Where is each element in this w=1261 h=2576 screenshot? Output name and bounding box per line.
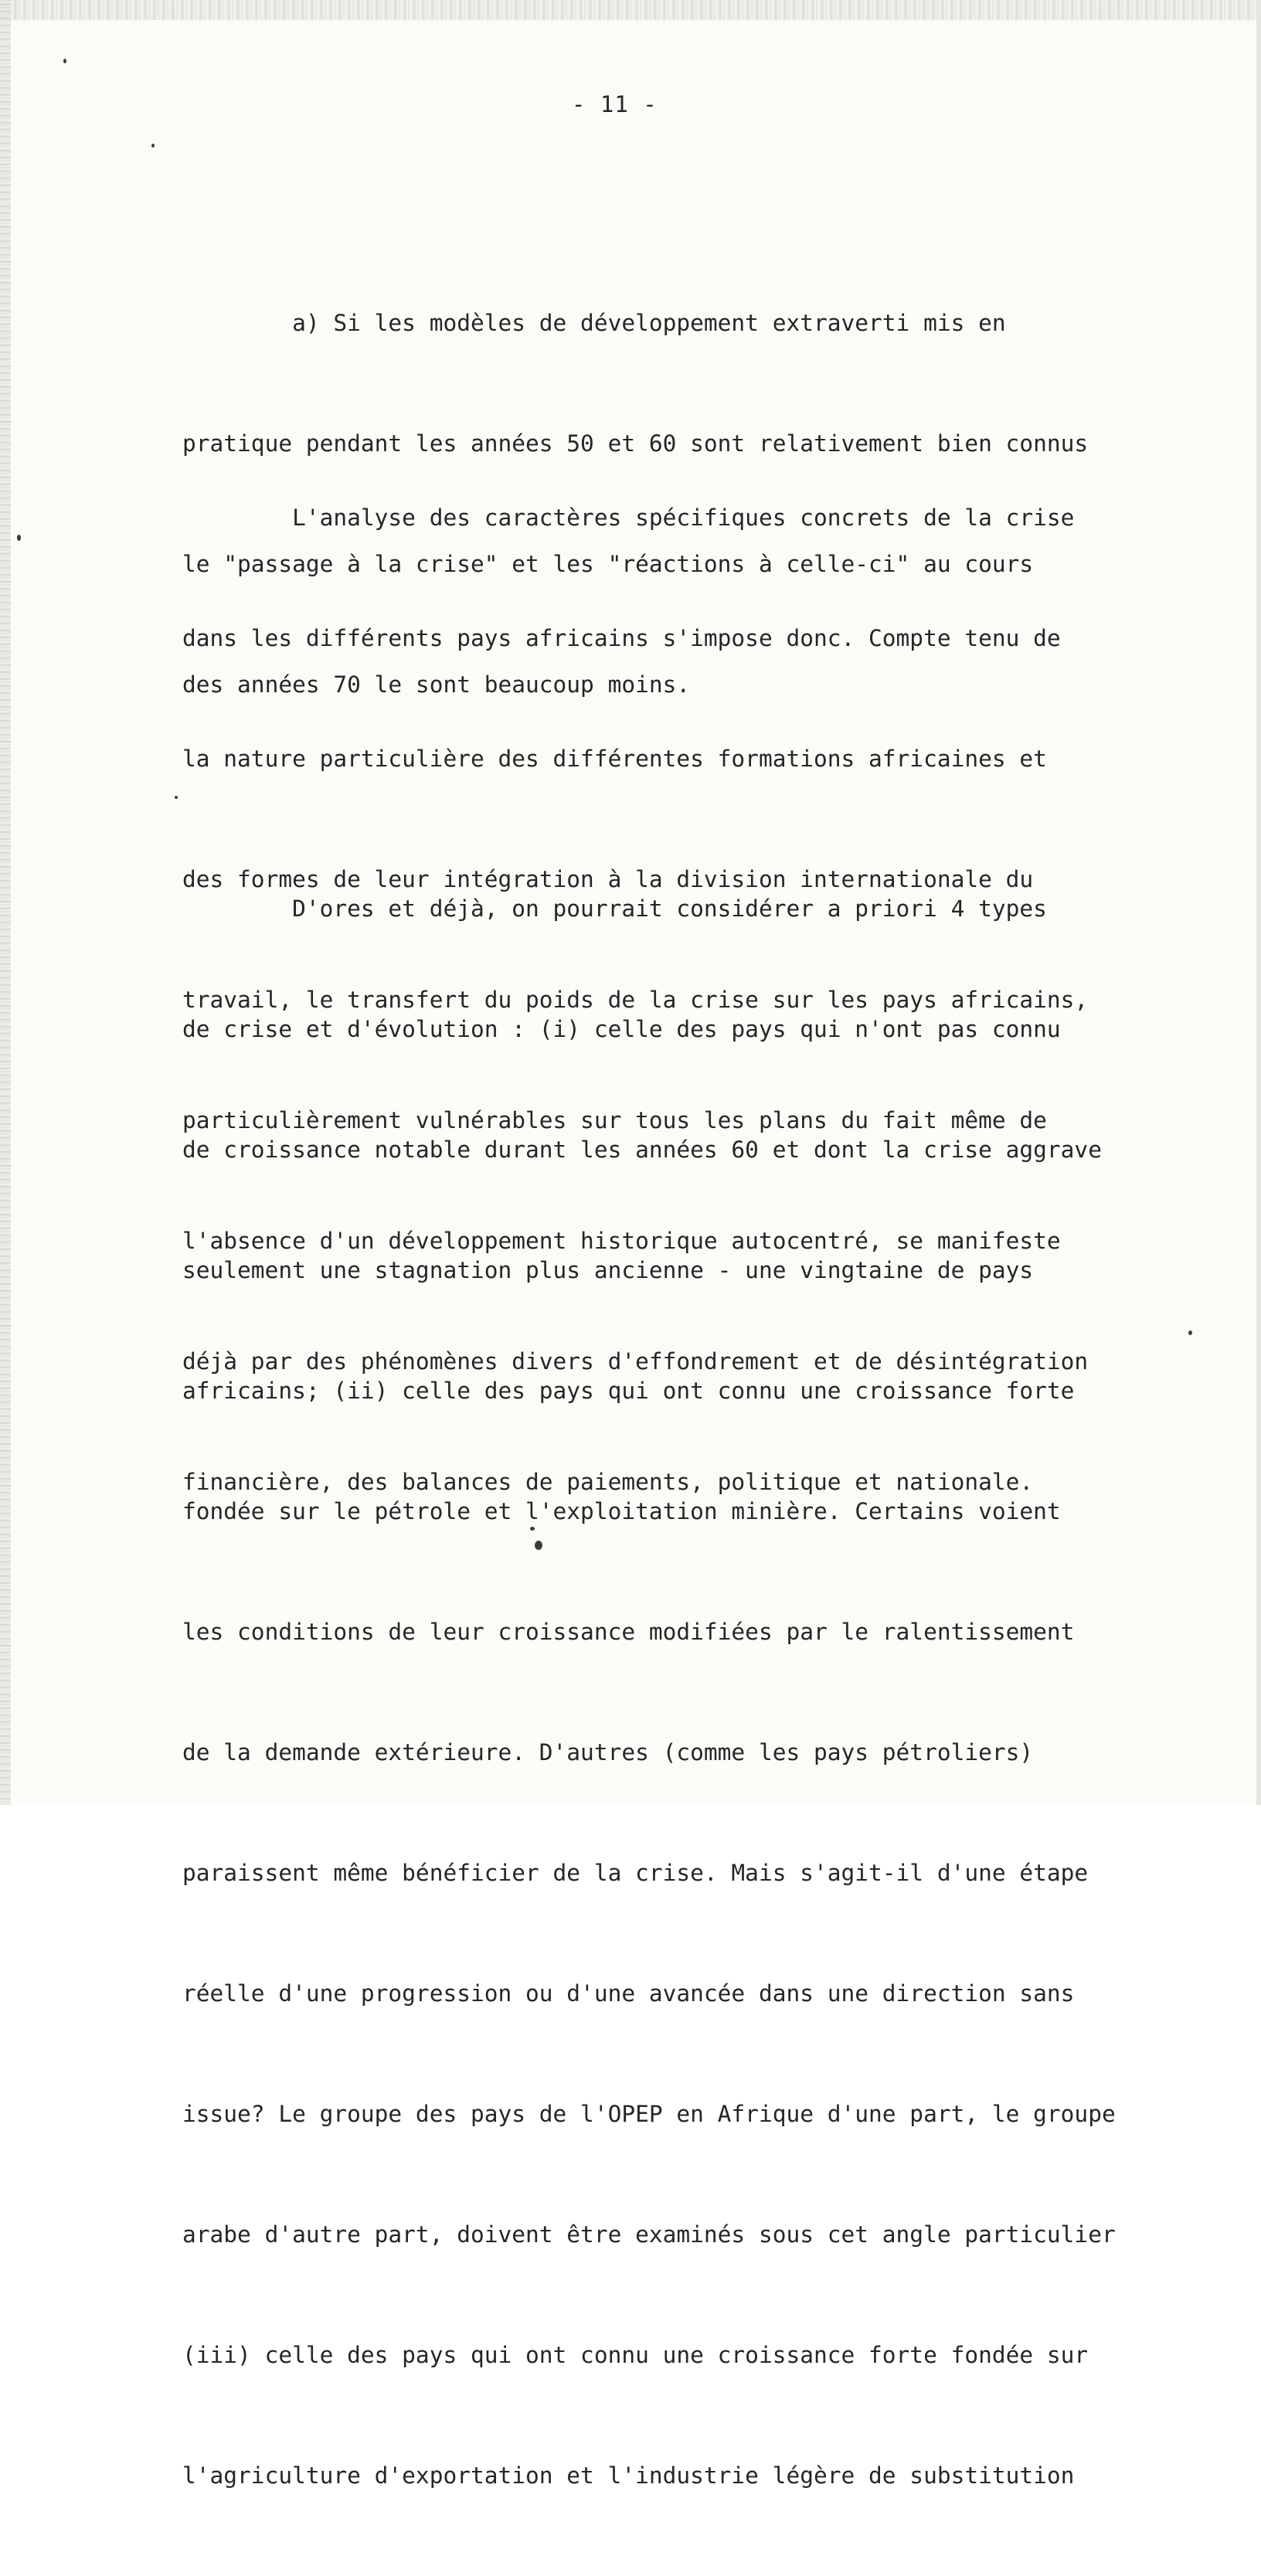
scan-left-edge xyxy=(0,0,11,1805)
text-line: déjà par des phénomènes divers d'effondrement et de désintégration xyxy=(182,1348,1089,1375)
text-line: seulement une stagnation plus ancienne - une vingtaine de pays xyxy=(182,1257,1034,1283)
text-line: paraissent même bénéficier de la crise. Mais s'agit-il d'une étape xyxy=(182,1860,1089,1886)
page-number: - 11 - xyxy=(572,91,658,117)
text-line: fondée sur le pétrole et l'exploitation minière. Certains voient xyxy=(182,1498,1061,1524)
text-line: les conditions de leur croissance modifiées par le ralentissement xyxy=(182,1619,1075,1645)
text-line: de la demande extérieure. D'autres (comme les pays pétroliers) xyxy=(182,1739,1034,1765)
scan-speck xyxy=(151,144,155,148)
paragraph-3 xyxy=(182,808,1116,2576)
text-line: (iii) celle des pays qui ont connu une croissance forte fondée sur xyxy=(182,2342,1089,2368)
scan-speck xyxy=(530,1527,535,1531)
scan-speck xyxy=(535,1541,542,1550)
text-line: arabe d'autre part, doivent être examinés sous cet angle particulier xyxy=(182,2221,1116,2248)
scan-speck xyxy=(63,59,66,63)
scan-speck xyxy=(1188,1330,1192,1335)
scan-speck xyxy=(17,535,21,541)
text-line: l'agriculture d'exportation et l'industrie légère de substitution xyxy=(182,2462,1075,2489)
text-line: pratique pendant les années 50 et 60 sont relativement bien connus xyxy=(182,430,1089,457)
text-line: L'analyse des caractères spécifiques concrets de la crise xyxy=(182,505,1075,531)
text-line: de croissance notable durant les années 60 et dont la crise aggrave xyxy=(182,1137,1102,1163)
text-line: réelle d'une progression ou d'une avancée dans une direction sans xyxy=(182,1980,1075,2007)
scan-right-edge xyxy=(1256,0,1261,1805)
text-line: dans les différents pays africains s'impose donc. Compte tenu de xyxy=(182,625,1061,651)
text-line: D'ores et déjà, on pourrait considérer a priori 4 types xyxy=(182,895,1047,922)
text-line: la nature particulière des différentes formations africaines et xyxy=(182,746,1047,772)
text-line: des formes de leur intégration à la division internationale du xyxy=(182,866,1034,892)
text-line: des années 70 le sont beaucoup moins. xyxy=(182,671,691,698)
scan-speck xyxy=(175,796,178,799)
text-line: financière, des balances de paiements, politique et nationale. xyxy=(182,1469,1034,1495)
text-line: a) Si les modèles de développement extraverti mis en xyxy=(182,310,1006,336)
text-line: issue? Le groupe des pays de l'OPEP en Afrique d'une part, le groupe xyxy=(182,2101,1116,2127)
text-line: le "passage à la crise" et les "réactions à celle-ci" au cours xyxy=(182,551,1034,577)
text-line: travail, le transfert du poids de la crise sur les pays africains, xyxy=(182,987,1089,1013)
text-line: de crise et d'évolution : (i) celle des pays qui n'ont pas connu xyxy=(182,1016,1061,1042)
scan-top-edge xyxy=(0,0,1261,20)
text-line: africains; (ii) celle des pays qui ont connu une croissance forte xyxy=(182,1378,1075,1404)
text-line: particulièrement vulnérables sur tous les plans du fait même de xyxy=(182,1107,1047,1133)
text-line: l'absence d'un développement historique autocentré, se manifeste xyxy=(182,1228,1061,1254)
